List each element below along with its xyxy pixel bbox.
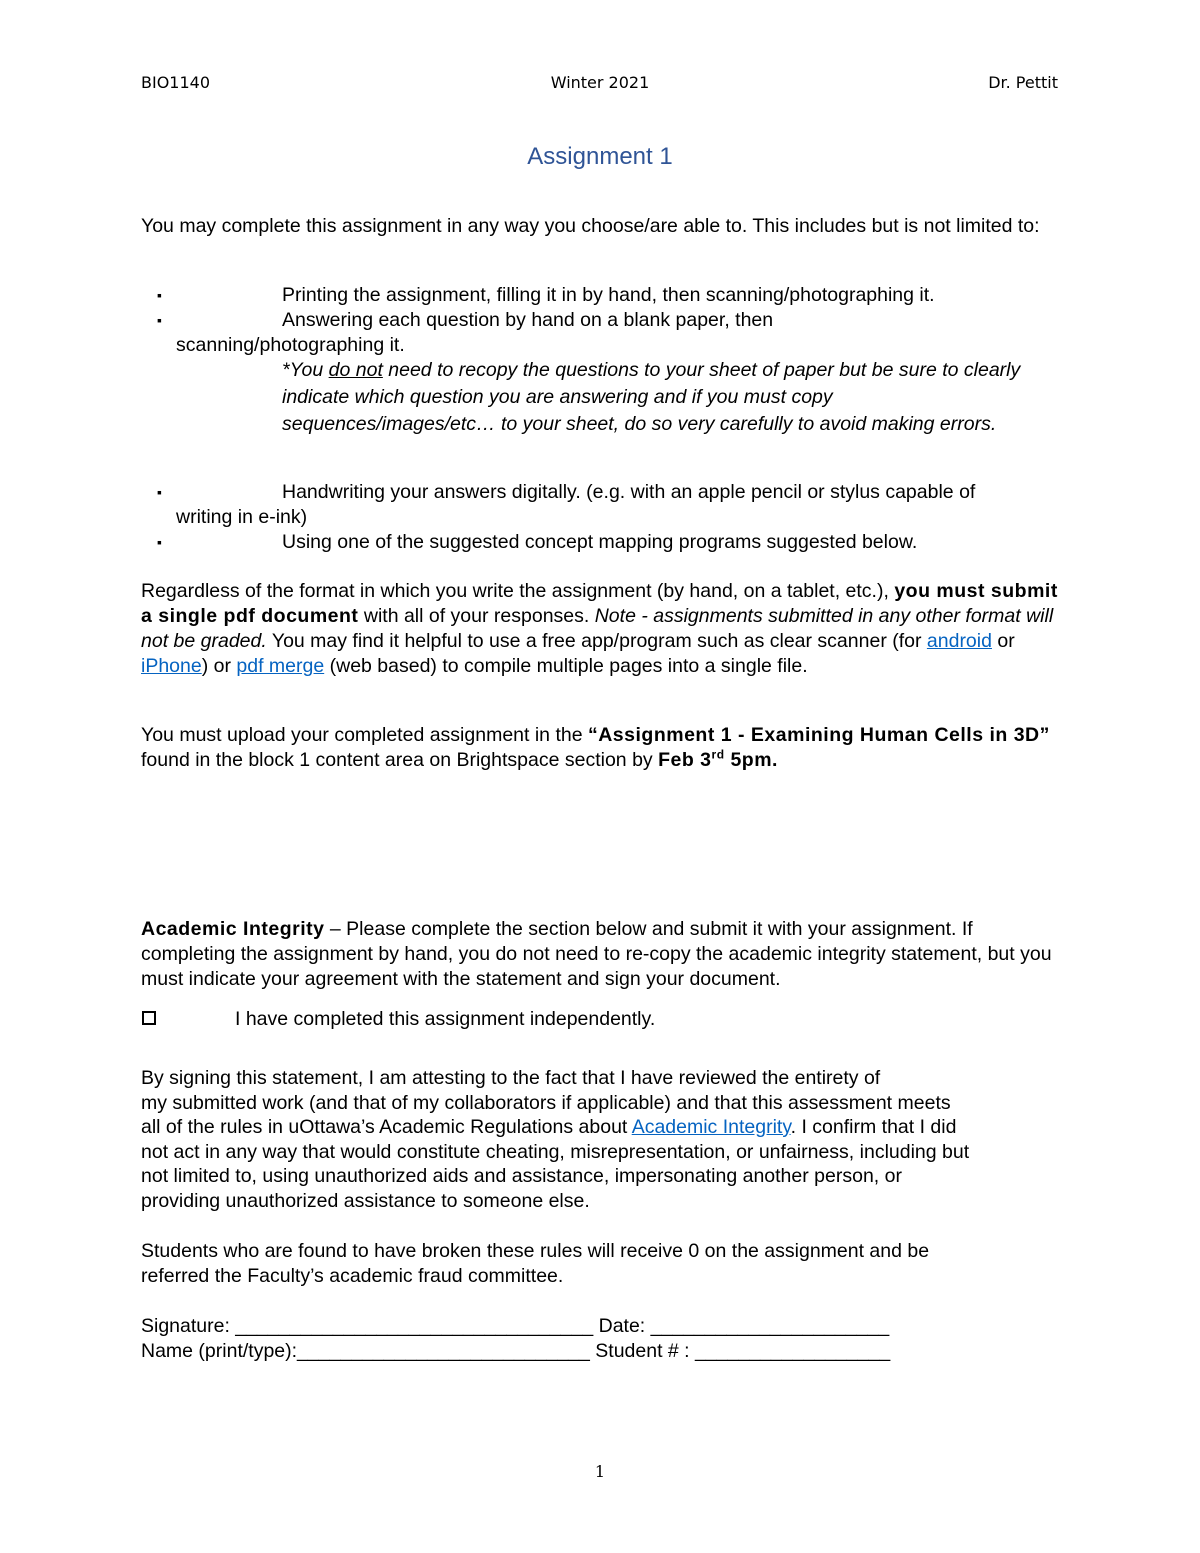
format-paragraph: Regardless of the format in which you write the assignment (by hand, on a tablet, etc.), you must submit a single pdf document with all of your responses. Note - assignments submitted in any other format will not be graded. You may find it helpful to use a free app/program such as clear scanner (for android or iPhone) or pdf merge (web based) to compile multiple pages into a single file.: [141, 580, 1058, 677]
name-student-line[interactable]: Name (print/type):___________________________ Student # : __________________: [141, 1340, 891, 1362]
bullet-marker: ▪: [157, 312, 162, 328]
list-item: Using one of the suggested concept mapping programs suggested below.: [282, 531, 918, 553]
submit-requirement: you must submit a single pdf document: [141, 580, 1058, 627]
list-item: Answering each question by hand on a blank paper, then: [282, 309, 774, 331]
upload-paragraph: You must upload your completed assignment in the “Assignment 1 - Examining Human Cells in 3D” found in the block 1 content area on Brightspace section by Feb 3rd 5pm.: [141, 724, 1050, 771]
page-title: Assignment 1: [527, 143, 673, 170]
due-date: Feb 3rd 5pm.: [658, 747, 778, 771]
header-course: BIO1140: [141, 73, 211, 92]
agreement-checkbox[interactable]: [142, 1011, 156, 1025]
note-underlined: do not: [328, 359, 383, 381]
integrity-paragraph: Academic Integrity – Please complete the section below and submit it with your assignment. If completing the assignment by hand, you do not need to re-copy the academic integrity statement, but you must indicate your agreement with the statement and sign your document.: [141, 918, 1052, 990]
academic-integrity-link[interactable]: Academic Integrity: [631, 1116, 791, 1138]
bullet-marker: ▪: [157, 287, 162, 303]
list-item: Handwriting your answers digitally. (e.g. with an apple pencil or stylus capable of: [282, 481, 976, 503]
intro-paragraph: You may complete this assignment in any way you choose/are able to. This includes but is not limited to:: [141, 215, 1040, 237]
list-item: Printing the assignment, filling it in by hand, then scanning/photographing it.: [282, 284, 935, 306]
header-term: Winter 2021: [550, 73, 650, 92]
bullet-marker: ▪: [157, 534, 162, 550]
format-note: Note - assignments submitted in any other format will not be graded.: [141, 605, 1054, 652]
iphone-link[interactable]: iPhone: [141, 655, 202, 677]
pdf-merge-link[interactable]: pdf merge: [236, 655, 325, 677]
android-link[interactable]: android: [926, 630, 992, 652]
integrity-heading: Academic Integrity: [141, 918, 325, 940]
list-item-continuation: scanning/photographing it.: [176, 334, 405, 356]
checkbox-label: I have completed this assignment independently.: [235, 1008, 656, 1030]
note-italic: *You do not need to recopy the questions to your sheet of paper but be sure to clearly indicate which question you are answering and if you must copy sequences/images/etc… to your sheet, do so very carefully to avoid making errors.: [282, 359, 1021, 435]
bullet-marker: ▪: [157, 484, 162, 500]
header-instructor: Dr. Pettit: [988, 73, 1058, 92]
page-number: 1: [594, 1462, 606, 1481]
list-item-continuation: writing in e-ink): [176, 506, 308, 528]
assignment-name: “Assignment 1 - Examining Human Cells in 3D”: [587, 724, 1050, 746]
signature-date-line[interactable]: Signature: _________________________________ Date: ______________________: [141, 1315, 890, 1337]
